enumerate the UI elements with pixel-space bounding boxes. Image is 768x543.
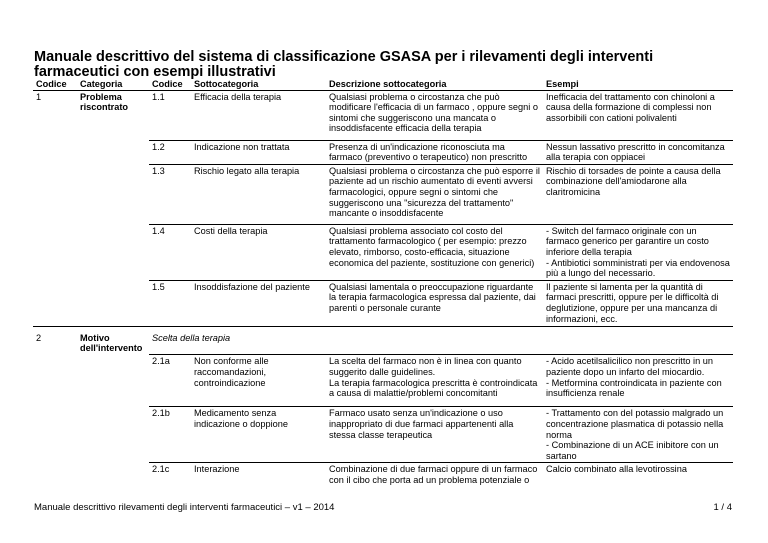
group-code: 1 — [36, 91, 42, 102]
group-category: Problema riscontrato — [80, 91, 128, 113]
classification-table — [33, 78, 733, 486]
row-example: - Acido acetilsalicilico non prescritto in un paziente dopo un infarto del miocardio. - Metformina controindicata in paziente con insufficienza renale — [543, 355, 733, 407]
group-category: Motivo dell'intervento — [77, 326, 149, 355]
header-descrizione: Descrizione sottocategoria — [326, 78, 543, 90]
row-example: Nessun lassativo prescritto in concomitanza alla terapia con oppiacei — [543, 140, 733, 164]
row-description: Qualsiasi lamentala o preoccupazione riguardante la terapia farmacologica espressa dal paziente, dai parenti o personale curante — [326, 280, 543, 326]
row-subcategory: Rischio legato alla terapia — [191, 164, 326, 224]
row-example: - Switch del farmaco originale con un farmaco generico per garantire un costo inferiore della terapia - Antibiotici somministrati per via endovenosa più a lungo del necessario. — [543, 224, 733, 280]
table-row — [33, 326, 733, 355]
row-description: Farmaco usato senza un'indicazione o uso inappropriato di due farmaci appartenenti alla stessa classe terapeutica — [326, 407, 543, 463]
header-codice-sub: Codice — [149, 78, 191, 90]
section-label: Scelta della terapia — [149, 326, 733, 355]
row-code: 1.2 — [149, 140, 191, 164]
row-example: Il paziente si lamenta per la quantità di farmaci prescritti, oppure per le difficoltà di deglutizione, oppure per una mancanza di informazioni, ecc. — [543, 280, 733, 326]
table-row — [33, 224, 733, 280]
footer-document-title: Manuale descrittivo rilevamenti degli interventi farmaceutici – v1 – 2014 — [34, 502, 335, 513]
row-code: 2.1a — [149, 355, 191, 407]
table-row — [33, 90, 733, 140]
table-row — [33, 280, 733, 326]
row-subcategory: Non conforme alle raccomandazioni, controindicazione — [191, 355, 326, 407]
row-subcategory: Interazione — [191, 463, 326, 486]
footer-page-number: 1 / 4 — [713, 502, 732, 513]
row-example: - Trattamento con del potassio malgrado un concentrazione plasmatica di potassio nella norma - Combinazione di un ACE inibitore con un sartano — [543, 407, 733, 463]
header-sottocategoria: Sottocategoria — [191, 78, 326, 90]
header-esempi: Esempi — [543, 78, 733, 90]
header-codice: Codice — [33, 78, 77, 90]
group-code: 2 — [33, 326, 77, 355]
header-categoria: Categoria — [77, 78, 149, 90]
row-subcategory: Costi della terapia — [191, 224, 326, 280]
row-description: Presenza di un'indicazione riconosciuta ma farmaco (preventivo o terapeutico) non prescritto — [326, 140, 543, 164]
row-subcategory: Insoddisfazione del paziente — [191, 280, 326, 326]
row-code: 1.5 — [149, 280, 191, 326]
row-subcategory: Medicamento senza indicazione o doppione — [191, 407, 326, 463]
row-code: 1.4 — [149, 224, 191, 280]
table-row — [33, 355, 733, 407]
row-code: 2.1c — [149, 463, 191, 486]
row-code: 1.1 — [149, 90, 191, 140]
row-code: 2.1b — [149, 407, 191, 463]
row-subcategory: Indicazione non trattata — [191, 140, 326, 164]
row-description: Qualsiasi problema associato col costo del trattamento farmacologico ( per esempio: prezzo elevato, rimborso, costo-efficacia, situazione economica del paziente, sostituzione con generici) — [326, 224, 543, 280]
table-row — [33, 407, 733, 463]
table-row — [33, 164, 733, 224]
row-example: Calcio combinato alla levotirossina — [543, 463, 733, 486]
row-description: Qualsiasi problema o circostanza che può esporre il paziente ad un rischio aumentato di eventi avversi farmacologici, oppure segni o sintomi che suggeriscono una "sicurezza del trattamento" mancante o insoddisfacente — [326, 164, 543, 224]
row-description: Qualsiasi problema o circostanza che può modificare l'efficacia di un farmaco , oppure segni o sintomi che suggeriscono una mancata o insoddisfacente efficacia della terapia — [326, 90, 543, 140]
row-code: 1.3 — [149, 164, 191, 224]
row-subcategory: Efficacia della terapia — [191, 90, 326, 140]
row-example: Rischio di torsades de pointe a causa della combinazione dell'amiodarone alla claritromicina — [543, 164, 733, 224]
row-description: La scelta del farmaco non è in linea con quanto suggerito dalle guidelines. La terapia farmacologica prescritta è controindicata a causa di malattie/problemi concomitanti — [326, 355, 543, 407]
row-example: Inefficacia del trattamento con chinoloni a causa della formazione di complessi non assorbibili con cationi polivalenti — [543, 90, 733, 140]
table-header-row — [33, 78, 733, 90]
table-row — [33, 463, 733, 486]
table-row — [33, 140, 733, 164]
row-description: Combinazione di due farmaci oppure di un farmaco con il cibo che porta ad un problema potenziale o — [326, 463, 543, 486]
page-title: Manuale descrittivo del sistema di classificazione GSASA per i rilevamenti degli interventi farmaceutici con esempi illustrativi — [34, 49, 654, 80]
classification-table-container — [33, 78, 733, 486]
